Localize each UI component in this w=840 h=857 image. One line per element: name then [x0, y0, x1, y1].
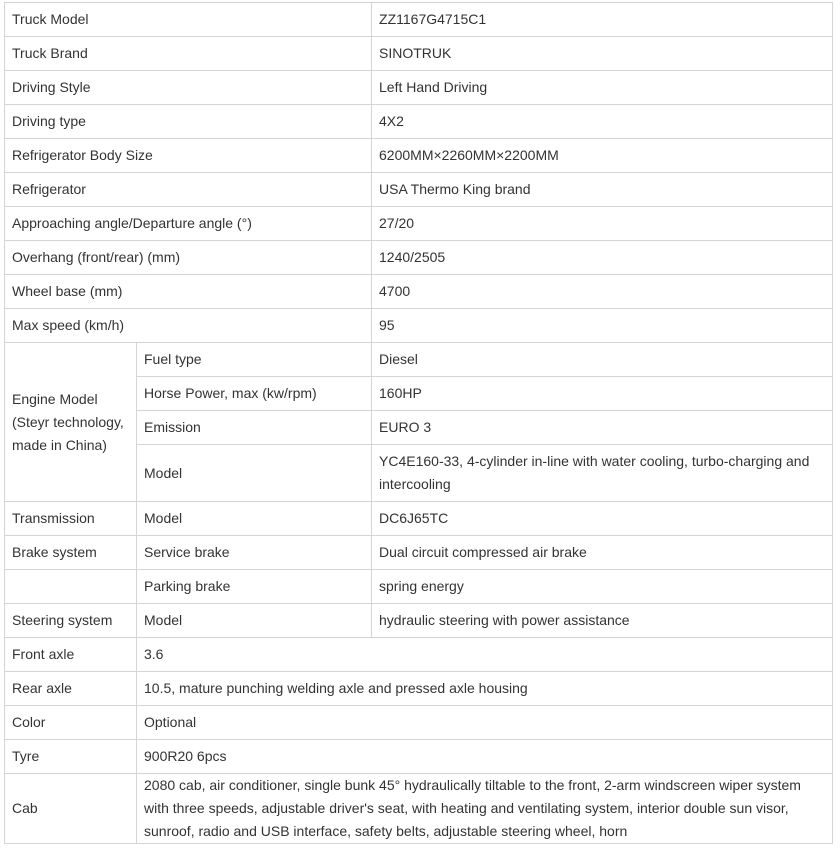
- table-row: [5, 173, 833, 207]
- row-label: Driving Style: [5, 71, 372, 105]
- row-value: DC6J65TC: [372, 502, 833, 536]
- row-label: Front axle: [5, 638, 137, 672]
- table-row: [5, 105, 833, 139]
- row-label: Refrigerator: [5, 173, 372, 207]
- row-value: 27/20: [372, 207, 833, 241]
- row-label: Truck Model: [5, 3, 372, 37]
- row-value: EURO 3: [372, 411, 833, 445]
- row-sublabel: Model: [137, 604, 372, 638]
- row-value: spring energy: [372, 570, 833, 604]
- table-row: [5, 241, 833, 275]
- row-label: Driving type: [5, 105, 372, 139]
- row-value: 1240/2505: [372, 241, 833, 275]
- table-row: [5, 37, 833, 71]
- table-row: [5, 536, 833, 570]
- row-sublabel: Emission: [137, 411, 372, 445]
- row-sublabel: Fuel type: [137, 343, 372, 377]
- row-value: 95: [372, 309, 833, 343]
- row-value: hydraulic steering with power assistance: [372, 604, 833, 638]
- row-value: Optional: [137, 706, 833, 740]
- row-value: Dual circuit compressed air brake: [372, 536, 833, 570]
- row-value: Left Hand Driving: [372, 71, 833, 105]
- row-label: Steering system: [5, 604, 137, 638]
- row-value: 160HP: [372, 377, 833, 411]
- table-row: [5, 71, 833, 105]
- row-sublabel: Model: [137, 445, 372, 502]
- row-value: 2080 cab, air conditioner, single bunk 45° hydraulically tiltable to the front, 2-arm windscreen wiper system with three speeds, adjustable driver's seat, with heating and ventilating system, interior double sun visor, sunroof, radio and USB interface, safety belts, adjustable steering wheel, horn: [137, 774, 833, 844]
- row-label: Color: [5, 706, 137, 740]
- engine-label: Engine Model (Steyr technology, made in China): [5, 343, 137, 502]
- spec-table: [4, 2, 833, 844]
- table-row: [5, 740, 833, 774]
- row-sublabel: Parking brake: [137, 570, 372, 604]
- row-sublabel: Service brake: [137, 536, 372, 570]
- row-value: 10.5, mature punching welding axle and pressed axle housing: [137, 672, 833, 706]
- table-row: [5, 3, 833, 37]
- row-value: 3.6: [137, 638, 833, 672]
- table-row: [5, 672, 833, 706]
- table-row: [5, 502, 833, 536]
- row-label: Wheel base (mm): [5, 275, 372, 309]
- row-label: Max speed (km/h): [5, 309, 372, 343]
- table-row: [5, 604, 833, 638]
- row-value: 6200MM×2260MM×2200MM: [372, 139, 833, 173]
- row-label: Approaching angle/Departure angle (°): [5, 207, 372, 241]
- row-value: 900R20 6pcs: [137, 740, 833, 774]
- row-label: Rear axle: [5, 672, 137, 706]
- table-row: [5, 275, 833, 309]
- row-label: Refrigerator Body Size: [5, 139, 372, 173]
- row-value: Diesel: [372, 343, 833, 377]
- row-label: Transmission: [5, 502, 137, 536]
- row-label: Brake system: [5, 536, 137, 570]
- table-row: [5, 309, 833, 343]
- row-value: ZZ1167G4715C1: [372, 3, 833, 37]
- row-value: USA Thermo King brand: [372, 173, 833, 207]
- row-label: Cab: [5, 774, 137, 844]
- row-sublabel: Model: [137, 502, 372, 536]
- table-row: [5, 638, 833, 672]
- table-row: [5, 570, 833, 604]
- table-row: [5, 343, 833, 377]
- table-row: [5, 139, 833, 173]
- row-label: Overhang (front/rear) (mm): [5, 241, 372, 275]
- row-value: SINOTRUK: [372, 37, 833, 71]
- table-row: [5, 774, 833, 844]
- row-label: Truck Brand: [5, 37, 372, 71]
- row-label: Tyre: [5, 740, 137, 774]
- table-row: [5, 207, 833, 241]
- row-value: YC4E160-33, 4-cylinder in-line with water cooling, turbo-charging and intercooling: [372, 445, 833, 502]
- row-value: 4X2: [372, 105, 833, 139]
- table-row: [5, 706, 833, 740]
- row-label-empty: [5, 570, 137, 604]
- row-value: 4700: [372, 275, 833, 309]
- row-sublabel: Horse Power, max (kw/rpm): [137, 377, 372, 411]
